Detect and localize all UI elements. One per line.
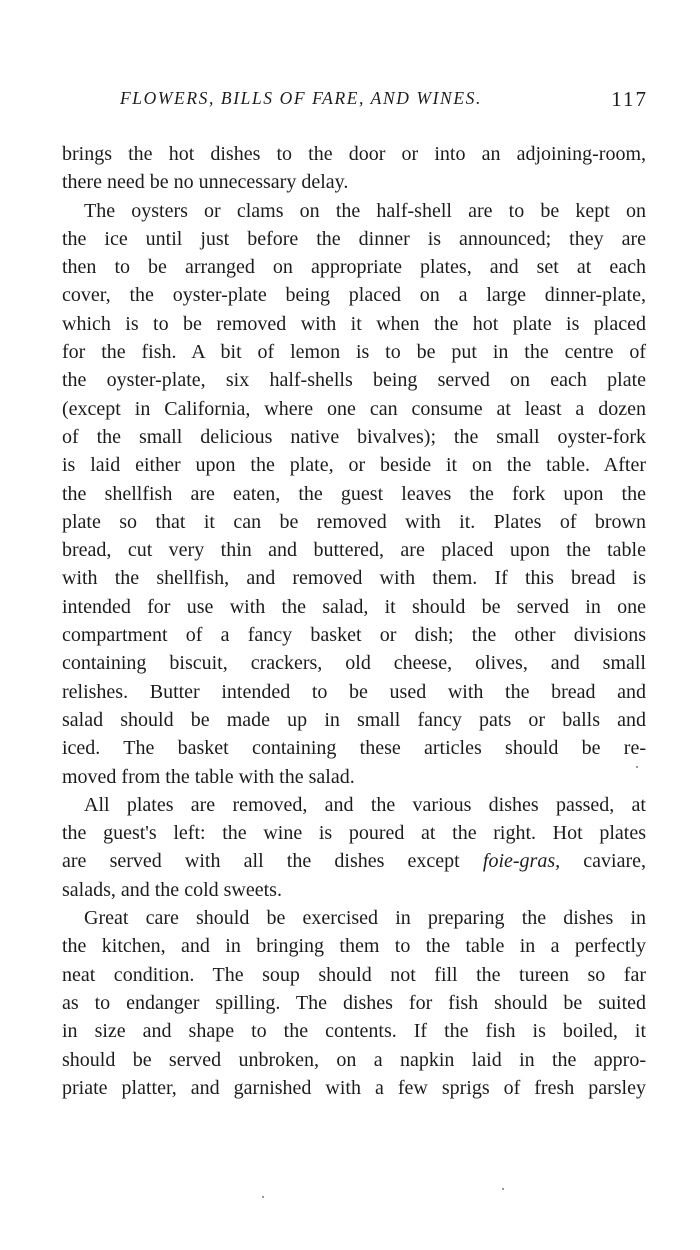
text-line: priate platter, and garnished with a few sprigs of fresh parsley [62,1076,646,1099]
text-line: (except in California, where one can consume at least a dozen [62,397,646,420]
text-line: The oysters or clams on the half-shell are to be kept on [84,199,646,222]
text-line: then to be arranged on appropriate plates, and set at each [62,256,646,279]
text-line: the ice until just before the dinner is announced; they are [62,227,646,250]
text-line: with the shellfish, and removed with them. If this bread is [62,567,646,590]
text-line: the oyster-plate, six half-shells being served on each plate [62,369,646,392]
text-fragment: caviare, [560,850,646,873]
text-line: which is to be removed with it when the hot plate is placed [62,312,646,335]
text-line: as to endanger spilling. The dishes for fish should be suited [62,991,646,1014]
text-line: neat condition. The soup should not fill the tureen so far [62,963,646,986]
text-line: moved from the table with the salad. [62,765,355,788]
text-line: bread, cut very thin and buttered, are placed upon the table [62,539,646,562]
text-line: brings the hot dishes to the door or into an adjoining-room, [62,143,646,165]
italic-term: foie-gras, [482,850,561,873]
text-line: the kitchen, and in bringing them to the table in a perfectly [62,935,646,958]
text-line: for the fish. A bit of lemon is to be put in the centre of [62,341,646,364]
page-number: 117 [611,87,648,111]
text-line: is laid either upon the plate, or beside it on the table. After [62,454,646,477]
page-speck [636,766,638,768]
text-line: in size and shape to the contents. If the fish is boiled, it [62,1020,646,1043]
page-speck [262,1196,264,1198]
text-line: there need be no unnecessary delay. [62,171,349,194]
text-line: the shellfish are eaten, the guest leaves the fork upon the [62,482,646,505]
text-line: salad should be made up in small fancy pats or balls and [62,708,646,731]
text-line: the guest's left: the wine is poured at the right. Hot plates [62,822,646,845]
text-line: of the small delicious native bivalves); the small oyster-fork [62,425,646,448]
text-line: cover, the oyster-plate being placed on a large dinner-plate, [62,284,646,307]
text-fragment: are served with all the dishes except [62,850,483,873]
text-line: should be served unbroken, on a napkin laid in the appro- [62,1048,646,1071]
text-line: plate so that it can be removed with it. Plates of brown [62,510,646,533]
text-line: salads, and the cold sweets. [62,878,282,901]
text-line: intended for use with the salad, it should be served in one [62,595,646,618]
page-speck [502,1188,504,1190]
running-head-title: FLOWERS, BILLS OF FARE, AND WINES. [120,88,482,108]
text-line: All plates are removed, and the various dishes passed, at [84,793,646,816]
body-text [62,140,646,1102]
text-line: containing biscuit, crackers, old cheese, olives, and small [62,652,646,675]
text-line [62,847,646,875]
running-head [62,88,650,118]
text-line: iced. The basket containing these articles should be re- [62,737,646,760]
text-line: compartment of a fancy basket or dish; the other divisions [62,624,646,647]
text-line: relishes. Butter intended to be used with the bread and [62,680,646,703]
text-line: Great care should be exercised in preparing the dishes in [84,907,646,930]
